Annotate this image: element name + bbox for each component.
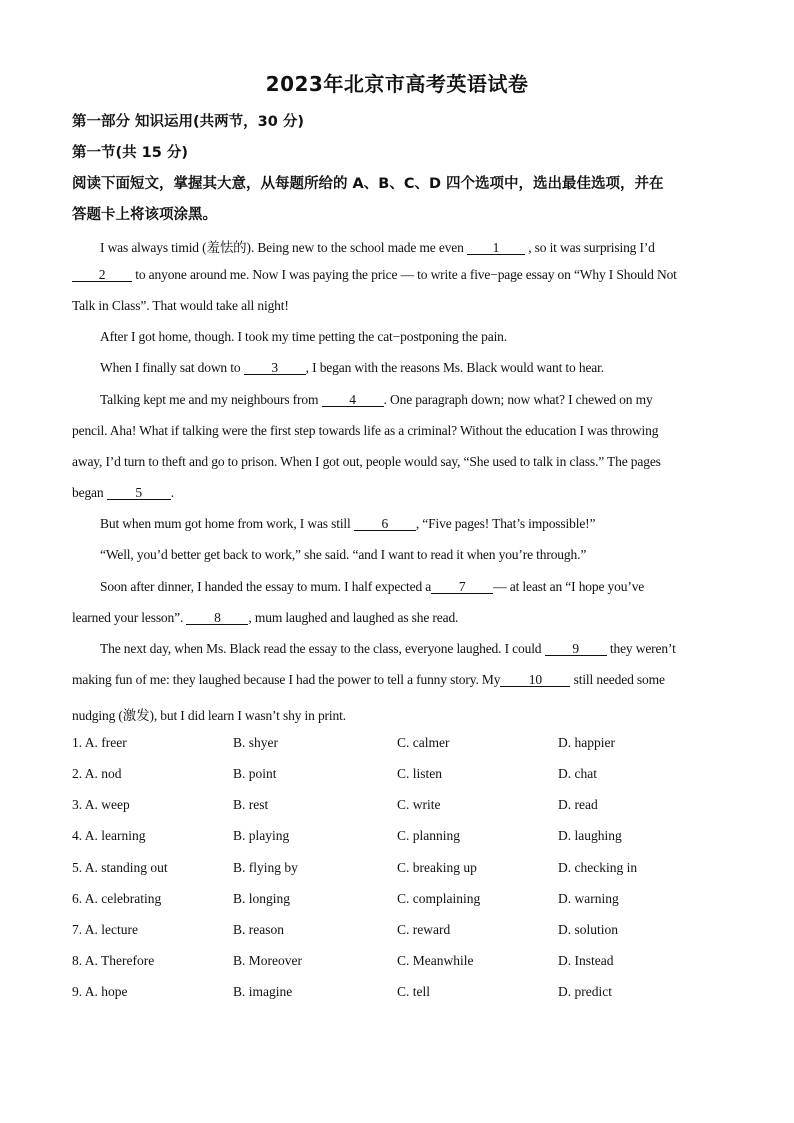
option-a: 1. A. freer (72, 735, 127, 750)
blank-10: 10 (500, 673, 570, 687)
passage-text: they weren’t (606, 641, 676, 656)
passage-text: . One paragraph down; now what? I chewed on my (383, 392, 653, 407)
passage-text: But when mum got home from work, I was still (100, 516, 354, 531)
blank-3: 3 (244, 361, 306, 375)
option-b: B. point (233, 766, 277, 781)
option-b: B. reason (233, 922, 284, 937)
passage-line (72, 267, 677, 283)
passage-line: After I got home, though. I took my time petting the cat−postponing the pain. (100, 329, 507, 344)
passage-line: Talk in Class”. That would take all night! (72, 298, 289, 313)
option-b: B. rest (233, 797, 269, 812)
blank-9: 9 (545, 642, 607, 656)
passage-text: , so it was surprising I’d (524, 240, 655, 255)
passage-text: Soon after dinner, I handed the essay to mum. I half expected a (100, 579, 432, 594)
option-c: C. complaining (397, 891, 481, 906)
passage-line: away, I’d turn to theft and go to prison. When I got out, people would say, “She used to talk in class.” The pages (72, 454, 661, 469)
option-d: D. Instead (558, 953, 614, 968)
option-c: C. Meanwhile (397, 953, 474, 968)
passage-text: I was always timid (羞怯的). Being new to the school made me even (100, 240, 467, 255)
passage-text: began (72, 485, 107, 500)
option-c: C. write (397, 797, 441, 812)
passage-line (100, 392, 653, 408)
passage-line (100, 236, 655, 256)
passage-text: . (170, 485, 174, 500)
passage-line (72, 485, 174, 501)
option-a: 8. A. Therefore (72, 953, 155, 968)
passage-text: The next day, when Ms. Black read the essay to the class, everyone laughed. I could (100, 641, 545, 656)
passage-text: making fun of me: they laughed because I had the power to tell a funny story. My (72, 672, 501, 687)
passage-line: nudging (激发), but I did learn I wasn’t shy in print. (72, 708, 346, 723)
passage-line (100, 360, 604, 376)
passage-line: pencil. Aha! What if talking were the first step towards life as a criminal? Without the education I was throwing (72, 423, 659, 438)
option-b: B. playing (233, 828, 290, 843)
blank-5: 5 (107, 486, 171, 500)
option-a: 4. A. learning (72, 828, 146, 843)
option-d: D. checking in (558, 860, 638, 875)
option-b: B. imagine (233, 984, 293, 999)
blank-2: 2 (72, 268, 132, 282)
passage-text: When I finally sat down to (100, 360, 244, 375)
option-c: C. reward (397, 922, 451, 937)
option-d: D. read (558, 797, 598, 812)
option-a: 3. A. weep (72, 797, 130, 812)
passage-line (72, 672, 665, 688)
option-d: D. predict (558, 984, 612, 999)
passage-line (100, 579, 644, 595)
passage-text: , mum laughed and laughed as she read. (248, 610, 459, 625)
passage-text: — at least an “I hope you’ve (493, 579, 645, 594)
passage-text: to anyone around me. Now I was paying the price — to write a five−page essay on “Why I Should Not (132, 267, 677, 282)
passage-text: Talking kept me and my neighbours from (100, 392, 322, 407)
option-a: 6. A. celebrating (72, 891, 162, 906)
passage-text: still needed some (570, 672, 665, 687)
option-c: C. planning (397, 828, 460, 843)
option-d: D. laughing (558, 828, 622, 843)
blank-4: 4 (322, 393, 384, 407)
passage-line (100, 641, 676, 657)
option-a: 5. A. standing out (72, 860, 168, 875)
passage-text: , “Five pages! That’s impossible!” (415, 516, 596, 531)
instruction-line-1: 阅读下面短文，掌握其大意，从每题所给的 A、B、C、D 四个选项中，选出最佳选项，并在 (72, 176, 664, 192)
page-title: 2023年北京市高考英语试卷 (265, 72, 529, 96)
option-b: B. Moreover (233, 953, 302, 968)
option-b: B. longing (233, 891, 291, 906)
option-d: D. happier (558, 735, 615, 750)
blank-1: 1 (467, 241, 525, 255)
passage-line (100, 516, 595, 532)
blank-8: 8 (186, 611, 248, 625)
option-c: C. tell (397, 984, 430, 999)
blank-7: 7 (431, 580, 493, 594)
instruction-line-2: 答题卡上将该项涂黑。 (72, 207, 217, 223)
option-d: D. solution (558, 922, 619, 937)
option-c: C. breaking up (397, 860, 477, 875)
option-c: C. calmer (397, 735, 450, 750)
option-d: D. chat (558, 766, 597, 781)
option-a: 9. A. hope (72, 984, 128, 999)
blank-6: 6 (354, 517, 416, 531)
passage-line: “Well, you’d better get back to work,” she said. “and I want to read it when you’re through.” (100, 547, 587, 562)
option-b: B. flying by (233, 860, 298, 875)
option-b: B. shyer (233, 735, 278, 750)
passage-text: , I began with the reasons Ms. Black would want to hear. (305, 360, 604, 375)
option-c: C. listen (397, 766, 443, 781)
option-a: 7. A. lecture (72, 922, 138, 937)
section-heading: 第一节(共 15 分) (72, 145, 189, 161)
option-d: D. warning (558, 891, 619, 906)
option-a: 2. A. nod (72, 766, 122, 781)
part-heading: 第一部分 知识运用(共两节，30 分) (72, 114, 305, 130)
passage-line (72, 610, 458, 626)
passage-text: learned your lesson”. (72, 610, 187, 625)
